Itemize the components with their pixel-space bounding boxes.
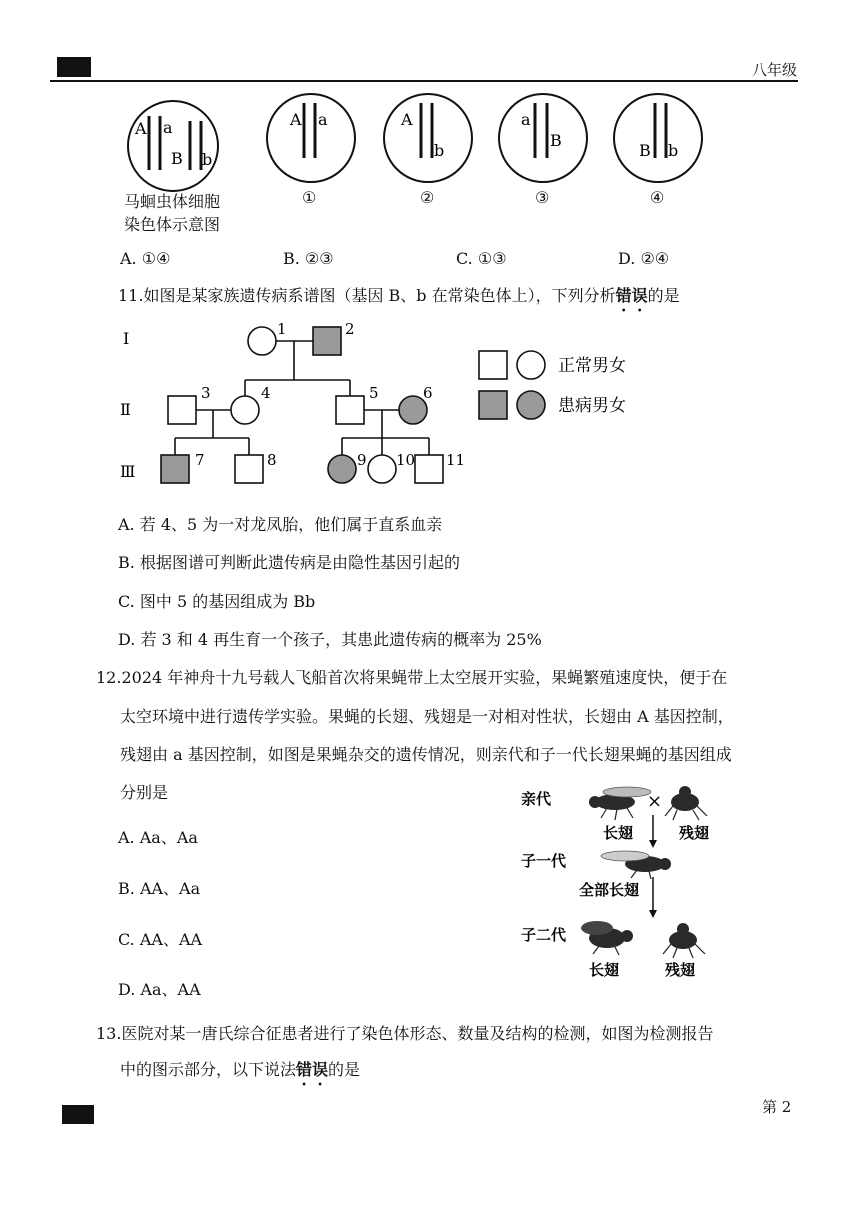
option-text: 若 4、5 为一对龙凤胎，他们属于直系血亲 [139,515,443,534]
main-label-B: B [171,149,183,168]
q13-stem-line2 [120,1060,360,1089]
option-letter: C. [118,930,135,949]
option-letter: D. [118,630,136,649]
cell-3 [499,94,587,182]
cell2-label-A: A [401,110,413,129]
stem-pre: 中的图示部分，以下说法 [120,1060,297,1079]
q10-option-b[interactable] [283,249,334,269]
option-text: Aa、AA [140,980,201,999]
num-8: 8 [267,451,277,469]
q12-option-c[interactable] [118,930,202,950]
q11-option-c[interactable] [118,592,315,612]
cell3-label-B: B [550,131,562,150]
individual-10 [368,455,396,483]
q13-stem-line1 [96,1024,713,1044]
q12-option-d[interactable] [118,980,201,1000]
q11-option-b[interactable] [118,553,460,573]
cell-caption-line1: 马蛔虫体细胞 [124,192,221,211]
individual-7 [161,455,189,483]
num-9: 9 [357,451,367,469]
num-11: 11 [446,451,466,469]
question-number: 13. [96,1024,122,1043]
label-f2-vestigial: 残翅 [665,961,696,979]
num-3: 3 [201,384,211,402]
individual-11 [415,455,443,483]
cell-1 [267,94,355,182]
individual-9 [328,455,356,483]
option-text: AA、AA [139,930,203,949]
pedigree-chart [115,318,675,493]
option-letter: A. [120,249,137,268]
question-number: 12. [96,668,122,687]
option-text: AA、Aa [139,879,201,898]
cell-caption-line2: 染色体示意图 [124,215,221,234]
individual-4 [231,396,259,424]
header-grade: 八年级 [752,61,798,79]
option-text: Aa、Aa [139,828,198,847]
fly-parent-long-wing-icon [589,787,651,820]
label-f2: 子二代 [521,926,567,944]
fly-f2-vestigial-icon [663,923,705,958]
legend-affected-label: 患病男女 [558,396,626,416]
gen-label-1: Ⅰ [123,329,130,348]
fly-f2-long-wing-icon [581,921,633,955]
option-letter: B. [118,879,135,898]
option-letter: C. [118,592,135,611]
option-text: 图中 5 的基因组成为 Bb [139,592,316,611]
footer-black-block [62,1105,94,1124]
option-text: ①④ [141,249,171,268]
legend-affected-male [479,391,507,419]
q10-option-a[interactable] [120,249,170,269]
label-all-long: 全部长翅 [579,881,640,899]
main-label-A: A [135,119,147,138]
q11-stem [118,286,680,315]
label-parent: 亲代 [521,790,552,808]
cell2-label-b: b [434,141,445,160]
cell3-label-a: a [521,110,531,129]
option-text: 若 3 和 4 再生育一个孩子，其患此遗传病的概率为 25% [140,630,542,649]
cell4-label-b: b [668,141,679,160]
cell-number-2: ② [420,188,435,207]
option-letter: C. [456,249,473,268]
main-label-a: a [163,118,173,137]
stem-post: 的是 [647,286,680,305]
cell1-label-a: a [318,110,328,129]
num-7: 7 [195,451,205,469]
cell-number-1: ① [302,188,317,207]
individual-1 [248,327,276,355]
fly-f1-long-wing-icon [601,851,671,879]
option-text: 根据图谱可判断此遗传病是由隐性基因引起的 [139,553,460,572]
legend-normal-female [517,351,545,379]
option-letter: B. [283,249,300,268]
q12-stem-line1 [96,668,727,688]
stem-post: 的是 [328,1060,361,1079]
q12-stem-line4: 分别是 [120,783,169,802]
gen-label-3: Ⅲ [120,462,136,481]
label-f1: 子一代 [521,852,567,870]
cell4-label-B: B [639,141,651,160]
cell-number-4: ④ [650,188,665,207]
q10-option-c[interactable] [456,249,507,269]
stem-line: 2024 年神舟十九号载人飞船首次将果蝇带上太空展开实验，果蝇繁殖速度快，便于在 [121,668,728,687]
label-parent-long: 长翅 [603,824,634,842]
q11-option-d[interactable] [118,630,542,650]
header-black-block [57,57,91,77]
cell1-label-A: A [290,110,302,129]
question-number: 11. [118,286,144,305]
option-text: ②④ [640,249,670,268]
stem-emphasis: 错误 [296,1060,329,1079]
header-rule [50,80,798,82]
footer-page: 第 2 [762,1098,792,1116]
fly-parent-vestigial-icon [665,786,707,820]
individual-8 [235,455,263,483]
option-text: ①③ [477,249,507,268]
legend-normal-male [479,351,507,379]
cell-4 [614,94,702,182]
individual-5 [336,396,364,424]
individual-2 [313,327,341,355]
option-letter: D. [618,249,636,268]
cell-number-3: ③ [535,188,550,207]
option-letter: A. [118,828,135,847]
q12-stem-line2: 太空环境中进行遗传学实验。果蝇的长翅、残翅是一对相对性状，长翅由 A 基因控制， [120,707,734,726]
q12-option-b[interactable] [118,879,200,899]
stem-emphasis: 错误 [615,286,648,305]
num-4: 4 [261,384,271,402]
num-2: 2 [345,320,355,338]
fruit-fly-cross-diagram [515,780,745,985]
num-5: 5 [369,384,379,402]
option-text: ②③ [304,249,334,268]
legend-normal-label: 正常男女 [558,356,626,376]
option-letter: B. [118,553,135,572]
label-f2-long: 长翅 [589,961,620,979]
q11-option-a[interactable] [118,515,442,535]
option-letter: D. [118,980,136,999]
cross-symbol: × [647,791,663,812]
stem-pre: 如图是某家族遗传病系谱图（基因 B、b 在常染色体上），下列分析 [143,286,616,305]
num-10: 10 [396,451,416,469]
gen-label-2: Ⅱ [120,400,131,419]
num-6: 6 [423,384,433,402]
q12-option-a[interactable] [118,828,198,848]
option-letter: A. [118,515,135,534]
q12-stem-line3: 残翅由 a 基因控制，如图是果蝇杂交的遗传情况，则亲代和子一代长翅果蝇的基因组成 [120,745,732,764]
legend-affected-female [517,391,545,419]
main-label-b: b [202,150,213,169]
stem-line: 医院对某一唐氏综合征患者进行了染色体形态、数量及结构的检测，如图为检测报告 [121,1024,714,1043]
individual-3 [168,396,196,424]
q10-option-d[interactable] [618,249,669,269]
num-1: 1 [277,320,287,338]
cell-2 [384,94,472,182]
main-cell [128,101,218,191]
label-parent-vestigial: 残翅 [679,824,710,842]
